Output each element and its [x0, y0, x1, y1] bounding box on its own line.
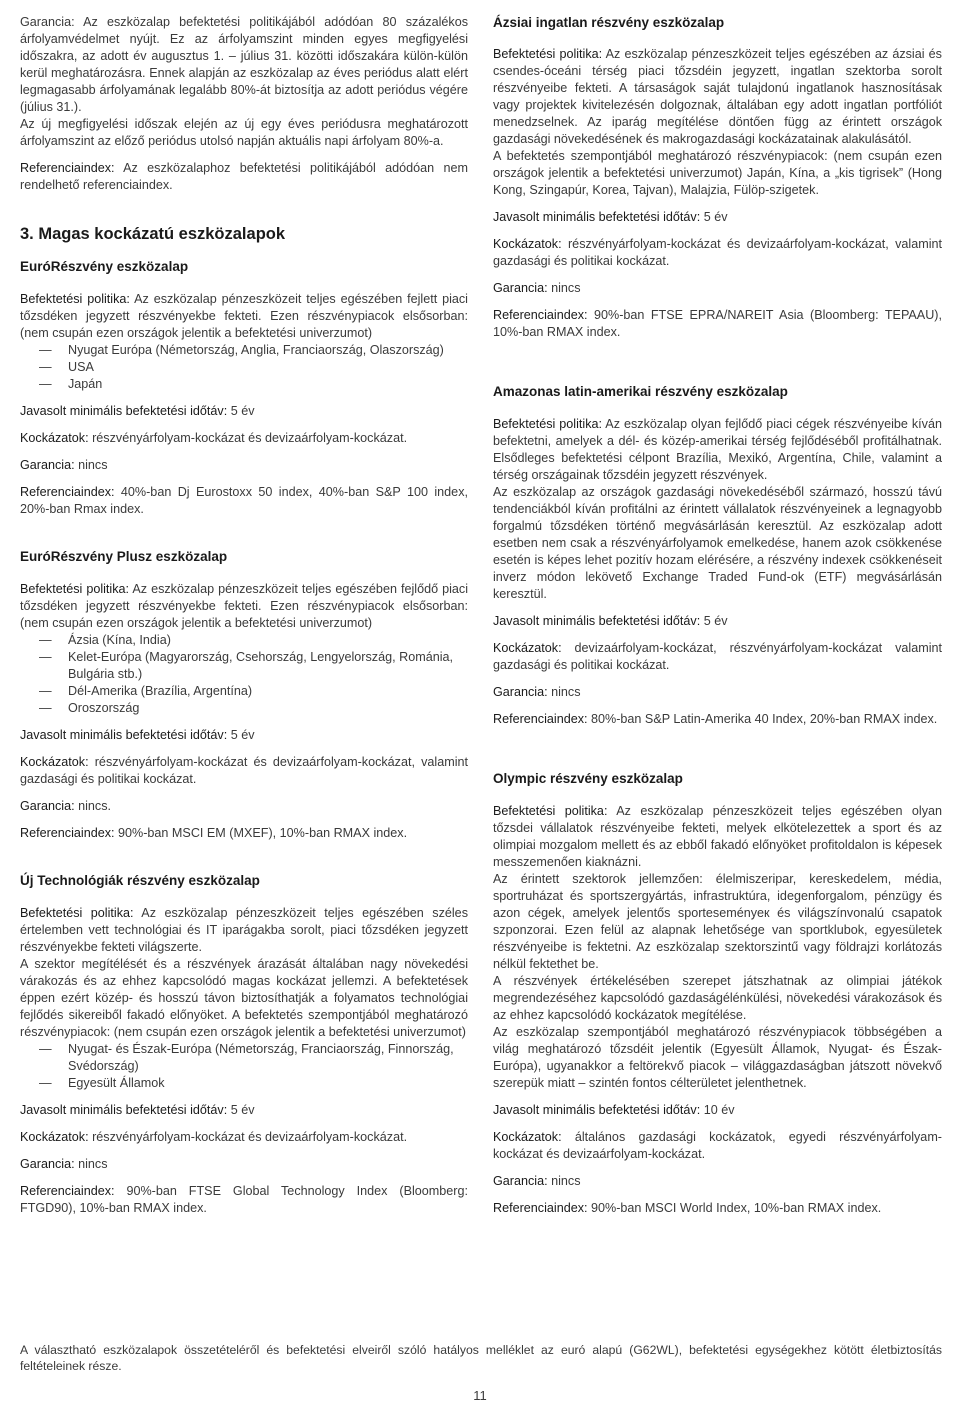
guarantee-text: nincs	[547, 685, 581, 699]
horizon-text: 10 év	[700, 1103, 735, 1117]
ref-label: Referenciaindex:	[20, 485, 115, 499]
horizon-text: 5 év	[700, 614, 728, 628]
reference-index-text: Az eszközalaphoz befektetési politikájából adódóan nem rendelhető referenciaindex.	[20, 161, 468, 192]
fund-horizon	[20, 1102, 468, 1119]
fund-title: EuróRészvény eszközalap	[20, 259, 189, 274]
fund-guarantee	[493, 1173, 942, 1190]
observation-paragraph: Az új megfigyelési időszak elején az új egy éves periódusra meghatározott árfolyamszint az előző periódus utolsó napján aktuális napi árfolyam 80%-a.	[20, 117, 468, 148]
fund-policy-continued: Az eszközalap az országok gazdasági növekedéséből származó, hosszú távú tendenciákból kíván profitálni az érintett vállalatok részvényeinek a legnagyobb forgalmú tőzsdéken történő megvásárlásán keresztül. Az eszközalap adott esetben nem csak a részvényárfolyamok emelkedése, hanem azok csökkenése esetén is képes lehet pozitív hozam elérésére, a részvény indexek csökkenéseit inverz módon lekövető Exchange Traded Fund-ok (ETF) megvásárlásán keresztül.	[493, 485, 942, 601]
left-column	[20, 14, 468, 1217]
fund-guarantee	[20, 798, 468, 815]
guarantee-text: nincs	[74, 1157, 108, 1171]
fund-policy	[493, 46, 942, 148]
list-item: — Ázsia (Kína, India)	[20, 632, 468, 649]
ref-label: Referenciaindex:	[493, 1201, 588, 1215]
risk-label: Kockázatok:	[20, 431, 89, 445]
fund-title: Amazonas latin-amerikai részvény eszközalap	[493, 384, 788, 399]
fund-risk	[20, 430, 468, 447]
risk-text: részvényárfolyam-kockázat és devizaárfolyam-kockázat.	[88, 431, 408, 445]
risk-text: devizaárfolyam-kockázat, részvényárfolyam-kockázat valamint gazdasági és politikai kockázat.	[493, 641, 942, 672]
guarantee-paragraph: Garancia: Az eszközalap befektetési politikájából adódóan 80 százalékos árfolyamvédelmet nyújt. Ez az árfolyamszint minden egyes megfigyelési időszakra, az adott év augusztus 1. – július 31. közötti időszakára külön-külön kerül meghatározásra. Ennek alapján az eszközalap az éves periódus alatt elért legmagasabb árfolyamának legalább 80%-át biztosítja az adott periódus végére (július 31.).	[20, 15, 468, 114]
ref-text: 90%-ban FTSE EPRA/NAREIT Asia (Bloomberg: TEPAAU), 10%-ban RMAX index.	[493, 308, 942, 339]
market-list	[20, 1041, 468, 1092]
fund-policy-continued: A befektetés szempontjából meghatározó részvénypiacok: (nem csupán ezen országok jelentik a befektetési univerzumot) Japán, Kína, a „kis tigrisek” (Hong Kong, Szingapúr, Korea, Tajvan), Malajzia, Fülöp-szigetek.	[493, 149, 942, 197]
fund-reference	[20, 484, 468, 518]
fund-policy	[20, 291, 468, 342]
fund-title: Új Technológiák részvény eszközalap	[20, 873, 260, 888]
policy-text: Az eszközalap pénzeszközeit teljes egészében az ázsiai és csendes-óceáni térség piaci tőzsdéin jegyzett, ingatlan szektorba sorolt részvényeibe fekteti. A társaságok saját tulajdonú ingatlanok hasznosításak vagy projektek kivitelezésén dolgoznak, általában egy adott ingatlan portfóliót menedzselnek. Az iparág megítélése döntően függ az érintett országok gazdasági növekedésének és makrogazdasági kockázatainak alakulásától.	[493, 47, 942, 146]
guarantee-label: Garancia:	[493, 281, 548, 295]
policy-text: Az eszközalap pénzeszközeit teljes egészében fejlődő piaci tőzsdéken jegyzett részvényekbe fekteti. Ezen részvénypiacok elsősorban: (nem csupán ezen országok jelentik a befektetési univerzumot)	[20, 582, 468, 630]
ref-text: 40%-ban Dj Eurostoxx 50 index, 40%-ban S&P 100 index, 20%-ban Rmax index.	[20, 485, 468, 516]
guarantee-text: nincs.	[74, 799, 112, 813]
risk-label: Kockázatok:	[493, 237, 562, 251]
footer-note: A választható eszközalapok összetételéről és befektetési elveiről szóló hatályos melléklet az euró alapú (G62WL), befektetési egységekhez kötött életbiztosítás feltételeinek része.	[20, 1343, 942, 1373]
fund-policy	[493, 803, 942, 871]
risk-label: Kockázatok:	[20, 1130, 89, 1144]
policy-label: Befektetési politika:	[20, 292, 130, 306]
list-item: — USA	[20, 359, 468, 376]
fund-guarantee	[20, 1156, 468, 1173]
ref-label: Referenciaindex:	[493, 308, 588, 322]
policy-text: Az eszközalap pénzeszközeit teljes egészében olyan tőzsdei vállalatok részvényeibe fekteti, melyek elkötelezettek a sport és az olimpiai mozgalom mellett és az ebből fakadó előnyöket profitoldalon is képesek messzemenően kiaknázni.	[493, 804, 942, 869]
fund-guarantee	[493, 684, 942, 701]
reference-index-paragraph	[20, 160, 468, 194]
horizon-label: Javasolt minimális befektetési időtáv:	[493, 1103, 701, 1117]
fund-horizon	[493, 613, 942, 630]
fund-risk	[493, 1129, 942, 1163]
fund-risk	[493, 236, 942, 270]
policy-label: Befektetési politika:	[493, 417, 602, 431]
list-item: — Nyugat Európa (Németország, Anglia, Franciaország, Olaszország)	[20, 342, 468, 359]
section-title: 3. Magas kockázatú eszközalapok	[20, 225, 286, 243]
horizon-label: Javasolt minimális befektetési időtáv:	[20, 728, 228, 742]
fund-policy-continued: A szektor megítélését és a részvények árazását általában nagy növekedési várakozás és az ehhez kapcsolódó magas kockázat jellemzi. A befektetések éppen ezért közép- és hosszú távon biztosíthatják a folyamatos technológiai fejlődés sikereiből fakadó előnyöket. A befektetés szempontjából meghatározó részvénypiacok: (nem csupán ezen országok jelentik a befektetési univerzumot)	[20, 957, 468, 1039]
horizon-label: Javasolt minimális befektetési időtáv:	[493, 210, 701, 224]
ref-label: Referenciaindex:	[20, 1184, 115, 1198]
fund-risk	[493, 640, 942, 674]
fund-policy-continued: Az eszközalap szempontjából meghatározó részvénypiacok többségében a világ meghatározó tőzsdéit jelentik (Egyesült Államok, Nyugat- és Észak-Európa), ugyanakkor a feltörekvő piacok – világgazdaságban játszott növekvő szerepük miatt – szintén fontos célterületet jelenthetnek.	[493, 1025, 942, 1090]
fund-title: Ázsiai ingatlan részvény eszközalap	[493, 15, 725, 30]
horizon-text: 5 év	[700, 210, 728, 224]
fund-reference	[20, 1183, 468, 1217]
ref-text: 90%-ban FTSE Global Technology Index (Bloomberg: FTGD90), 10%-ban RMAX index.	[20, 1184, 468, 1215]
fund-policy-continued: Az érintett szektorok jellemzően: élelmiszeripar, kereskedelem, média, sportruházat és sportszergyártás, infrastruktúra, idegenforgalom, pénzügy és azon cégek, amelyek jelentős sporteseményeк és világszínvonalú csapatok szponzorai. Ezen felül az alapnak lehetősége van sportklubok, egyesületek részvényeibe is fektetni. Az eszközalap szektorszintű vagy földrajzi korlátozás nélkül fektethet be.	[493, 872, 942, 971]
fund-horizon	[20, 403, 468, 420]
guarantee-label: Garancia:	[493, 685, 548, 699]
risk-text: részvényárfolyam-kockázat és devizaárfolyam-kockázat, valamint gazdasági és politikai kockázat.	[493, 237, 942, 268]
list-item: — Kelet-Európa (Magyarország, Csehország, Lengyelország, Románia, Bulgária stb.)	[20, 649, 468, 683]
fund-title: Olympic részvény eszközalap	[493, 771, 683, 786]
policy-label: Befektetési politika:	[493, 47, 603, 61]
guarantee-text: nincs	[547, 1174, 581, 1188]
ref-text: 90%-ban MSCI World Index, 10%-ban RMAX index.	[587, 1201, 882, 1215]
guarantee-text: nincs	[74, 458, 108, 472]
list-item: — Nyugat- és Észak-Európa (Németország, Franciaország, Finnország, Svédország)	[20, 1041, 468, 1075]
policy-text: Az eszközalap pénzeszközeit teljes egészében fejlett piaci tőzsdéken jegyzett részvényekbe fekteti. Ezen részvénypiacok elsősorban: (nem csupán ezen országok jelentik a befektetési univerzumot)	[20, 292, 468, 340]
list-item: — Oroszország	[20, 700, 468, 717]
ref-text: 90%-ban MSCI EM (MXEF), 10%-ban RMAX index.	[114, 826, 408, 840]
fund-risk	[20, 1129, 468, 1146]
risk-text: részvényárfolyam-kockázat és devizaárfolyam-kockázat, valamint gazdasági és politikai kockázat.	[20, 755, 468, 786]
fund-title: EuróRészvény Plusz eszközalap	[20, 549, 228, 564]
reference-index-label: Referenciaindex:	[20, 161, 115, 175]
ref-label: Referenciaindex:	[20, 826, 115, 840]
fund-policy-continued: A részvények értékelésében szerepet játszhatnak az olimpiai játékok megrendezéséhez kapcsolódó gazdaságélénkülési, növekedési várakozások és az ehhez kapcsolódó kockázatok megítélése.	[493, 974, 942, 1022]
risk-text: részvényárfolyam-kockázat és devizaárfolyam-kockázat.	[88, 1130, 408, 1144]
ref-label: Referenciaindex:	[493, 712, 588, 726]
policy-label: Befektetési politika:	[20, 582, 130, 596]
horizon-label: Javasolt minimális befektetési időtáv:	[493, 614, 701, 628]
fund-risk	[20, 754, 468, 788]
horizon-label: Javasolt minimális befektetési időtáv:	[20, 1103, 228, 1117]
ref-text: 80%-ban S&P Latin-Amerika 40 Index, 20%-ban RMAX index.	[587, 712, 938, 726]
horizon-text: 5 év	[227, 728, 255, 742]
list-item: — Japán	[20, 376, 468, 393]
risk-label: Kockázatok:	[20, 755, 89, 769]
market-list	[20, 632, 468, 717]
right-column	[493, 14, 942, 1217]
fund-guarantee	[20, 457, 468, 474]
horizon-text: 5 év	[227, 1103, 255, 1117]
policy-label: Befektetési politika:	[493, 804, 608, 818]
policy-text: Az eszközalap pénzeszközeit teljes egészében széles értelemben vett technológiai és IT iparágakba sorolt, piaci tőzsdéken jegyzett részvényekbe fekteti világszerte.	[20, 906, 468, 954]
guarantee-label: Garancia:	[20, 799, 75, 813]
list-item: — Dél-Amerika (Brazília, Argentína)	[20, 683, 468, 700]
risk-label: Kockázatok:	[493, 641, 562, 655]
market-list	[20, 342, 468, 393]
guarantee-label: Garancia:	[20, 1157, 75, 1171]
guarantee-label: Garancia:	[493, 1174, 548, 1188]
list-item: — Egyesült Államok	[20, 1075, 468, 1092]
horizon-text: 5 év	[227, 404, 255, 418]
fund-reference	[493, 307, 942, 341]
fund-policy	[20, 581, 468, 632]
policy-text: Az eszközalap olyan fejlődő piaci cégek részvényeibe kíván befektetni, amelyek a dél- és közép-amerikai térség fejlődéséből profitálhatnak. Elsődleges befektetési célpont Brazília, Mexikó, Argentína, Chile, valamint a térség országainak tőzsdéin jegyzett részvények.	[493, 417, 942, 482]
guarantee-text: nincs	[547, 281, 581, 295]
fund-guarantee	[493, 280, 942, 297]
page-number: 11	[473, 1388, 487, 1403]
risk-label: Kockázatok:	[493, 1130, 562, 1144]
guarantee-label: Garancia:	[20, 458, 75, 472]
risk-text: általános gazdasági kockázatok, egyedi részvényárfolyam-kockázat és devizaárfolyam-kockázat.	[493, 1130, 942, 1161]
horizon-label: Javasolt minimális befektetési időtáv:	[20, 404, 228, 418]
fund-policy	[493, 416, 942, 484]
fund-horizon	[20, 727, 468, 744]
fund-horizon	[493, 209, 942, 226]
fund-policy	[20, 905, 468, 956]
fund-reference	[493, 711, 942, 728]
fund-horizon	[493, 1102, 942, 1119]
fund-reference	[20, 825, 468, 842]
fund-reference	[493, 1200, 942, 1217]
policy-label: Befektetési politika:	[20, 906, 134, 920]
